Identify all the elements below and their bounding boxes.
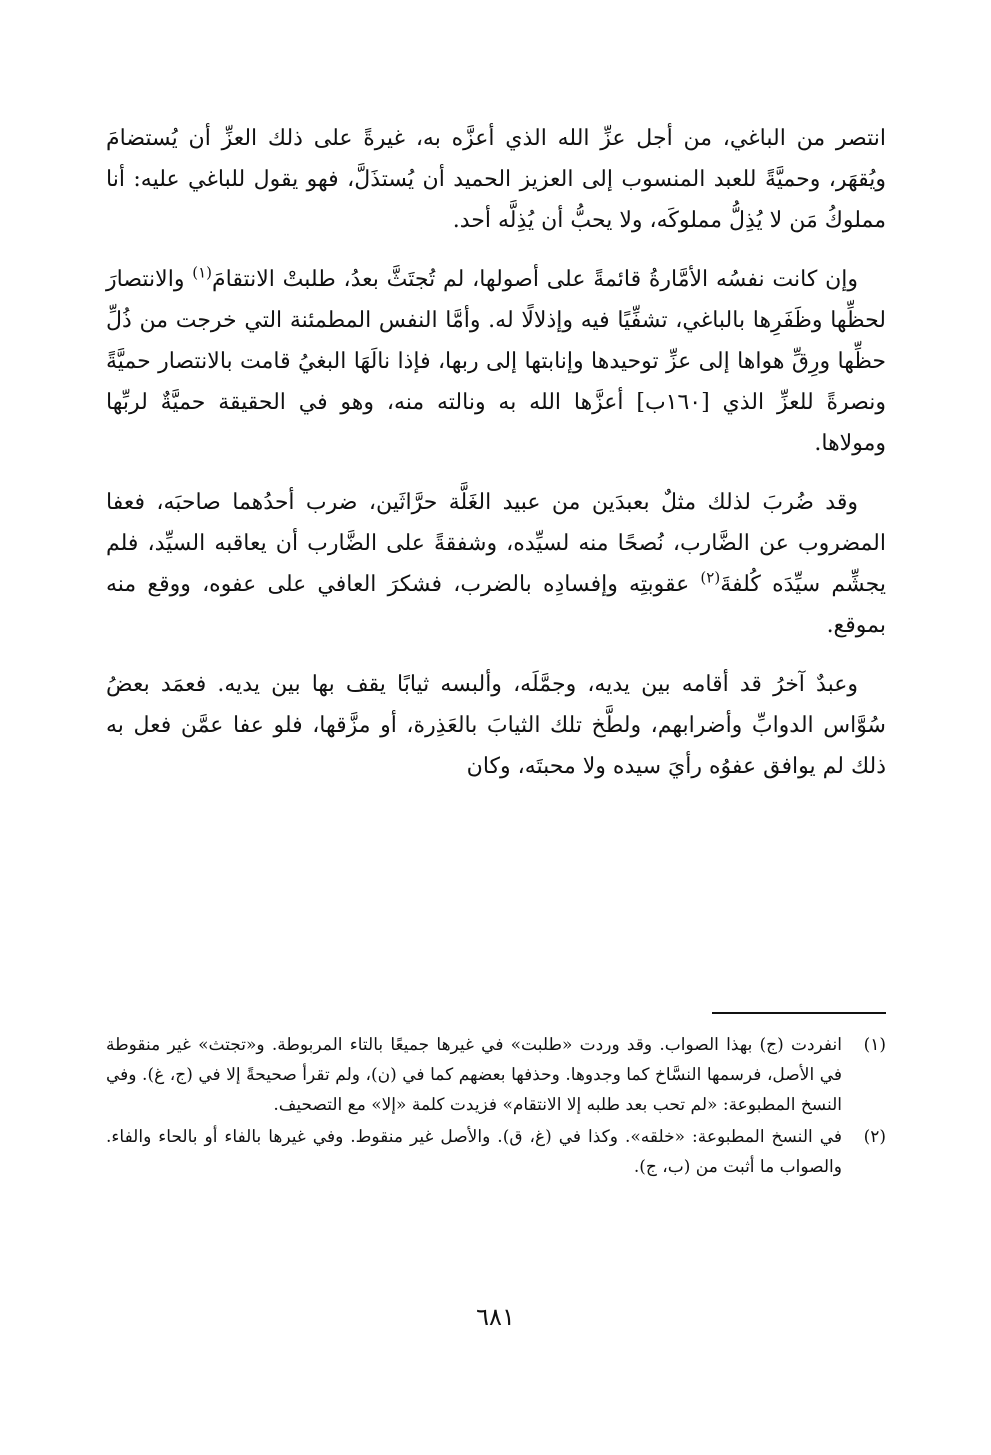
paragraph-4-text: وعبدٌ آخرُ قد أقامه بين يديه، وجمَّلَه، وألبسه ثيابًا يقف بها بين يديه. فعمَد بعضُ سُوَّاس الدوابِّ وأضرابهم، ولطَّخ تلك الثيابَ بالعَذِرة، أو مزَّقها، فلو عفا عمَّن فعل به ذلك لم يوافق عفوُه رأيَ سيده ولا محبتَه، وكان bbox=[106, 672, 886, 779]
paragraph-3-text-a: وقد ضُربَ لذلك مثلٌ بعبدَين من عبيد الغَلَّة حرَّاثَين، ضرب أحدُهما صاحبَه، فعفا المضروب عن الضَّارب، نُصحًا منه لسيِّده، وشفقةً على الضَّارب أن يعاقبه السيِّد، فلم يجشِّم سيِّدَه كُلفةَ bbox=[106, 490, 886, 597]
footnote-reference-2: (٢) bbox=[700, 568, 721, 587]
footnote-2-text: في النسخ المطبوعة: «خلقه». وكذا في (غ، ق). والأصل غير منقوط. وفي غيرها بالفاء أو بالحاء والفاء. والصواب ما أثبت من (ب، ج). bbox=[106, 1127, 842, 1177]
page-number: ٦٨١ bbox=[476, 1303, 515, 1331]
paragraph-3-text-b: عقوبتِه وإفسادِه بالضرب، فشكرَ العافي على عفوه، ووقع منه بموقع. bbox=[106, 572, 886, 638]
paragraph-2-text-a: وإن كانت نفسُه الأمَّارةُ قائمةً على أصولها، لم تُجتَثَّ بعدُ، طلبتْ الانتقامَ bbox=[212, 267, 858, 292]
footnotes-block bbox=[106, 1030, 886, 1184]
footnote-1 bbox=[106, 1030, 886, 1120]
footnote-reference-1: (١) bbox=[192, 263, 213, 282]
paragraph-2-text-b: والانتصارَ لحظِّها وظَفَرِها بالباغي، تشفِّيًا فيه وإذلالًا له. وأمَّا النفس المطمئنة التي خرجت من ذُلِّ حظِّها ورِقِّ هواها إلى عزِّ توحيدها وإنابتها إلى ربها، فإذا نالَهَا البغيُ قامت بالانتصار حميَّةً ونصرةً للعزِّ الذي [١٦٠ب] أعزَّها الله به ونالته منه، وهو في الحقيقة حميَّةٌ لربِّها ومولاها. bbox=[106, 267, 886, 456]
footnote-1-text: انفردت (ج) بهذا الصواب. وقد وردت «طلبت» في غيرها جميعًا بالتاء المربوطة. و«تجتث» غير منقوطة في الأصل، فرسمها النسَّاخ كما وجدوها. وحذفها بعضهم كما في (ن)، ولم تقرأ صحيحةً إلا في (ج، غ). وفي النسخ المطبوعة: «لم تحب بعد طلبه إلا الانتقام» فزيدت كلمة «إلا» مع التصحيف. bbox=[106, 1035, 842, 1115]
paragraph-1 bbox=[106, 118, 886, 241]
main-text-block bbox=[106, 118, 886, 787]
footnote-separator bbox=[712, 1012, 886, 1014]
paragraph-3 bbox=[106, 482, 886, 646]
paragraph-1-text: انتصر من الباغي، من أجل عزِّ الله الذي أعزَّه به، غيرةً على ذلك العزِّ أن يُستضامَ ويُقهَر، وحميَّةً للعبد المنسوب إلى العزيز الحميد أن يُستذَلَّ، فهو يقول للباغي عليه: أنا مملوكُ مَن لا يُذِلُّ مملوكَه، ولا يحبُّ أن يُذِلَّه أحد. bbox=[106, 126, 886, 233]
footnote-2 bbox=[106, 1122, 886, 1182]
paragraph-2 bbox=[106, 259, 886, 464]
footnote-1-number: (١) bbox=[863, 1035, 886, 1055]
footnote-2-number: (٢) bbox=[863, 1127, 886, 1147]
paragraph-4 bbox=[106, 664, 886, 787]
